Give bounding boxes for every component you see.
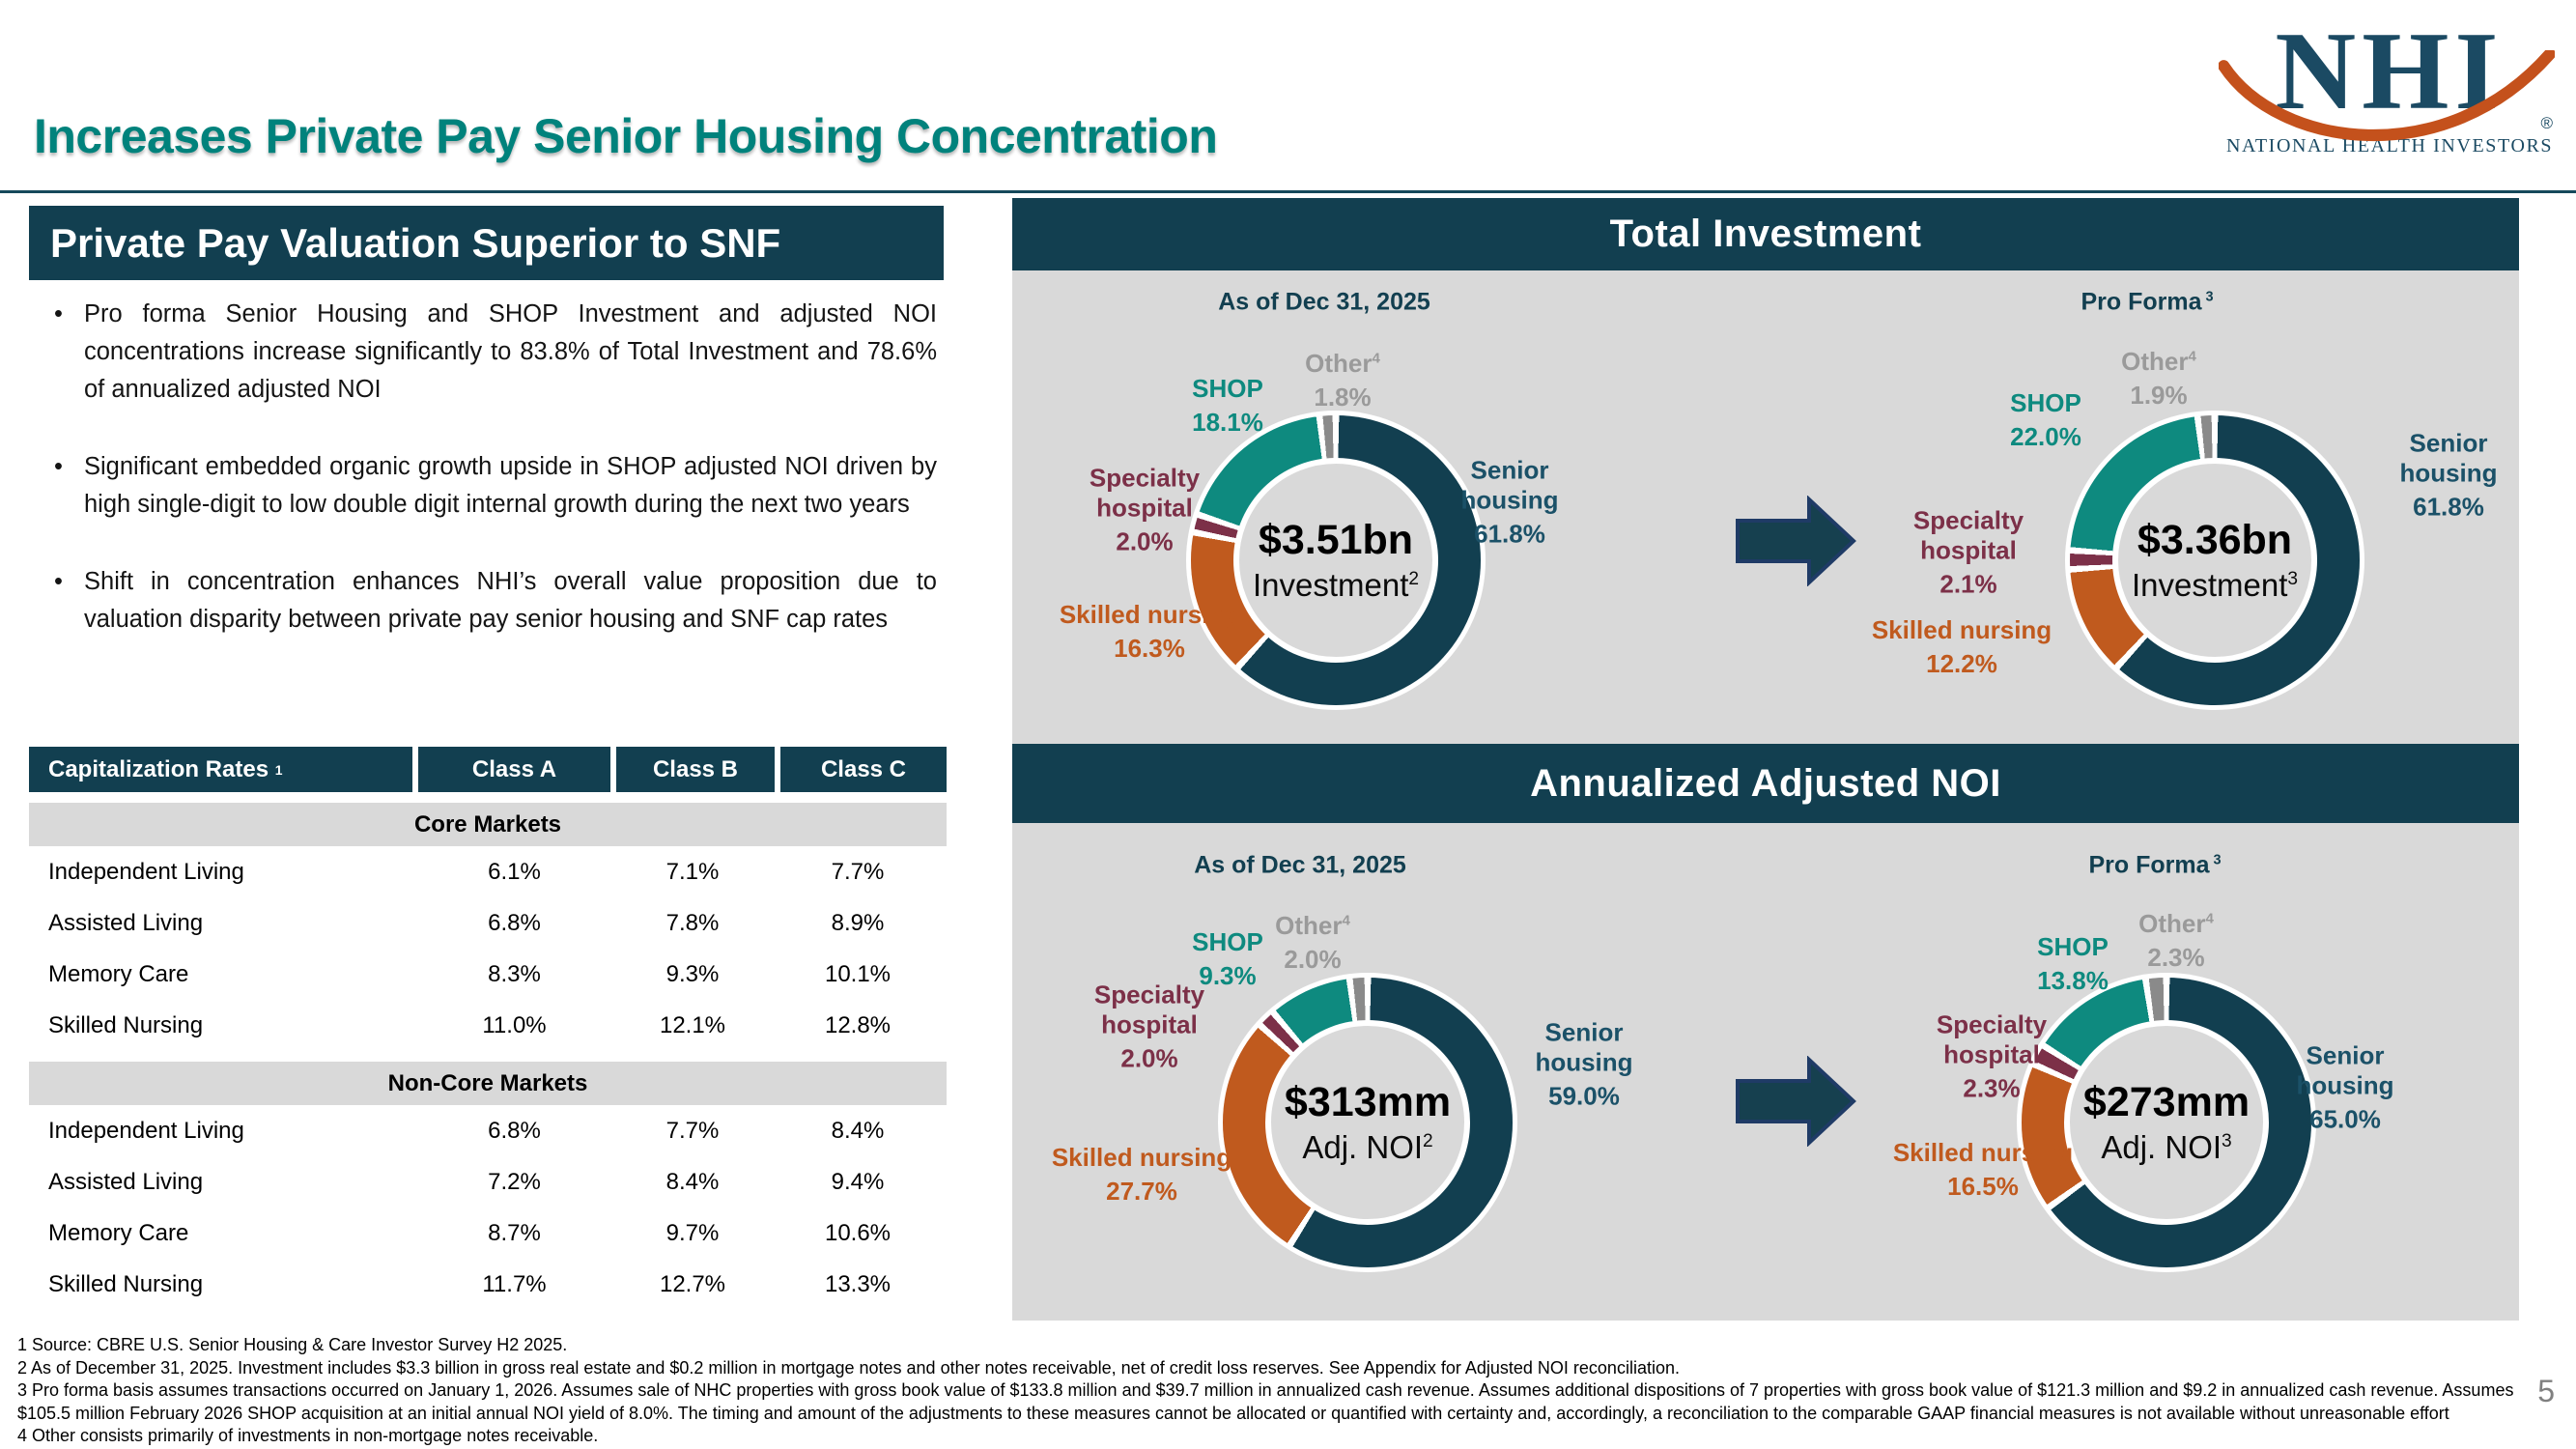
slice-label-other: Other$^4$ 1.8% <box>1305 349 1380 412</box>
footnote: 3 Pro forma basis assumes transactions occurred on January 1, 2026. Assumes sale of NHC properties with gross book value of $133.8 million and $39.7 million in annualized cash revenue. Assumes additional dispositions of 7 properties with gross book value of $121.3 million and $9.2 in annualized cash revenue. Assumes $105.5 million February 2026 SHOP acquisition at an initial annual NOI yield of 8.0%. The timing and amount of the adjustments to these measures cannot be allocated or quantified with certainty and, accordingly, a reconciliation to the comparable GAAP financial measures is not available without unreasonable effort <box>17 1380 2514 1423</box>
right-arrow-icon <box>1736 496 1857 586</box>
table-row: Skilled Nursing 11.0% 12.1% 12.8% <box>48 1011 892 1038</box>
footnote: 1 Source: CBRE U.S. Senior Housing & Care Investor Survey H2 2025. <box>17 1335 568 1354</box>
right-arrow-icon <box>1736 1056 1857 1147</box>
slice-label-senior-housing: Senior housing 59.0% <box>1535 1017 1633 1111</box>
slice-label-shop: SHOP 9.3% <box>1192 927 1263 990</box>
donut-ring <box>1223 978 1513 1267</box>
panel-body <box>1012 823 2519 1321</box>
slice-label-senior-housing: Senior housing 65.0% <box>2296 1040 2394 1134</box>
donut-center-text: $313mm Adj. NOI$^2$ <box>1284 1079 1452 1165</box>
bullet-item: • Significant embedded organic growth upside in SHOP adjusted NOI driven by high single-digit to low double digit internal growth during the next two years <box>29 448 937 524</box>
left-panel-title: Private Pay Valuation Superior to SNF <box>29 206 944 280</box>
chart-subtitle: As of Dec 31, 2025 <box>1194 851 1406 879</box>
slice-label-skilled-nursing: Skilled nursing 12.2% <box>1871 615 2052 678</box>
slice-label-skilled-nursing: Skilled nursing 27.7% <box>1051 1143 1232 1206</box>
cap-rates-table <box>29 747 947 1310</box>
donut-ring <box>2070 415 2360 705</box>
slice-label-senior-housing: Senior housing 61.8% <box>1460 455 1559 549</box>
table-header-row <box>29 747 947 792</box>
panel-adjusted-noi <box>1012 744 2519 1321</box>
panel-title: Total Investment <box>1012 198 2519 270</box>
section-band-core: Core Markets <box>29 803 947 846</box>
slice-label-skilled-nursing: Skilled nursing 16.5% <box>1892 1138 2074 1201</box>
slice-label-other: Other$^4$ 2.0% <box>1275 911 1350 974</box>
logo-acronym: NHI <box>2275 10 2505 133</box>
page-number: 5 <box>2537 1374 2555 1408</box>
table-header-class-a: Class A <box>418 747 610 792</box>
logo-swoosh-icon <box>2219 50 2555 168</box>
donut-center-text: $3.51bn Investment$^2$ <box>1252 517 1420 603</box>
bullet-item: • Shift in concentration enhances NHI’s overall value proposition due to valuation disparity between private pay senior housing and SNF cap rates <box>29 563 937 639</box>
table-row: Memory Care 8.7% 9.7% 10.6% <box>48 1219 892 1246</box>
table-row: Assisted Living 7.2% 8.4% 9.4% <box>48 1168 885 1195</box>
table-header-class-c: Class C <box>780 747 947 792</box>
chart-subtitle: As of Dec 31, 2025 <box>1218 288 1430 316</box>
table-header-class-b: Class B <box>616 747 775 792</box>
table-row: Independent Living 6.8% 7.7% 8.4% <box>48 1117 885 1144</box>
table-header-label: Capitalization Rates 1 <box>29 747 412 792</box>
slice-label-other: Other$^4$ 1.9% <box>2121 347 2196 410</box>
chart-subtitle: Pro Forma $^3$ <box>2088 851 2222 879</box>
footnote: 4 Other consists primarily of investments in non-mortgage notes receivable. <box>17 1426 599 1445</box>
slice-label-shop: SHOP 13.8% <box>2037 932 2109 995</box>
chart-subtitle: Pro Forma $^3$ <box>2081 288 2214 316</box>
nhi-logo <box>2226 10 2554 177</box>
table-row: Assisted Living 6.8% 7.8% 8.9% <box>48 909 885 936</box>
registered-mark: ® <box>2540 114 2553 132</box>
donut-center-text: $3.36bn Investment$^3$ <box>2131 517 2299 603</box>
table-row: Skilled Nursing 11.7% 12.7% 13.3% <box>48 1270 892 1297</box>
slice-label-skilled-nursing: Skilled nursing 16.3% <box>1059 600 1240 663</box>
panel-title: Annualized Adjusted NOI <box>1012 744 2519 823</box>
slice-label-other: Other$^4$ 2.3% <box>2138 909 2214 972</box>
slice-label-specialty-hospital: Specialty hospital 2.0% <box>1093 980 1205 1073</box>
slice-label-specialty-hospital: Specialty hospital 2.1% <box>1912 505 2024 599</box>
slice-label-shop: SHOP 22.0% <box>2010 388 2081 451</box>
slice-label-specialty-hospital: Specialty hospital 2.3% <box>1936 1009 2048 1103</box>
logo-name: NATIONAL HEALTH INVESTORS <box>2226 135 2554 156</box>
footnotes <box>17 1334 2529 1448</box>
slice-label-shop: SHOP 18.1% <box>1192 374 1263 437</box>
panel-total-investment <box>1012 198 2519 744</box>
table-row: Memory Care 8.3% 9.3% 10.1% <box>48 960 892 987</box>
table-row: Independent Living 6.1% 7.1% 7.7% <box>48 858 885 885</box>
bullet-item: • Pro forma Senior Housing and SHOP Investment and adjusted NOI concentrations increase significantly to 83.8% of Total Investment and 78.6% of annualized adjusted NOI <box>29 296 937 409</box>
footnote: 2 As of December 31, 2025. Investment includes $3.3 billion in gross real estate and $0.2 million in mortgage notes and other notes receivable, net of credit loss reserves. See Appendix for Adjusted NOI reconciliation. <box>17 1357 1680 1378</box>
bullet-list <box>29 296 937 678</box>
panel-body <box>1012 270 2519 744</box>
donut-center-text: $273mm Adj. NOI$^3$ <box>2082 1079 2250 1165</box>
section-band-noncore: Non-Core Markets <box>29 1062 947 1105</box>
page-title: Increases Private Pay Senior Housing Concentration <box>34 109 1218 163</box>
title-divider <box>0 190 2576 193</box>
slice-label-specialty-hospital: Specialty hospital 2.0% <box>1089 463 1201 556</box>
slice-label-senior-housing: Senior housing 61.8% <box>2399 428 2498 522</box>
